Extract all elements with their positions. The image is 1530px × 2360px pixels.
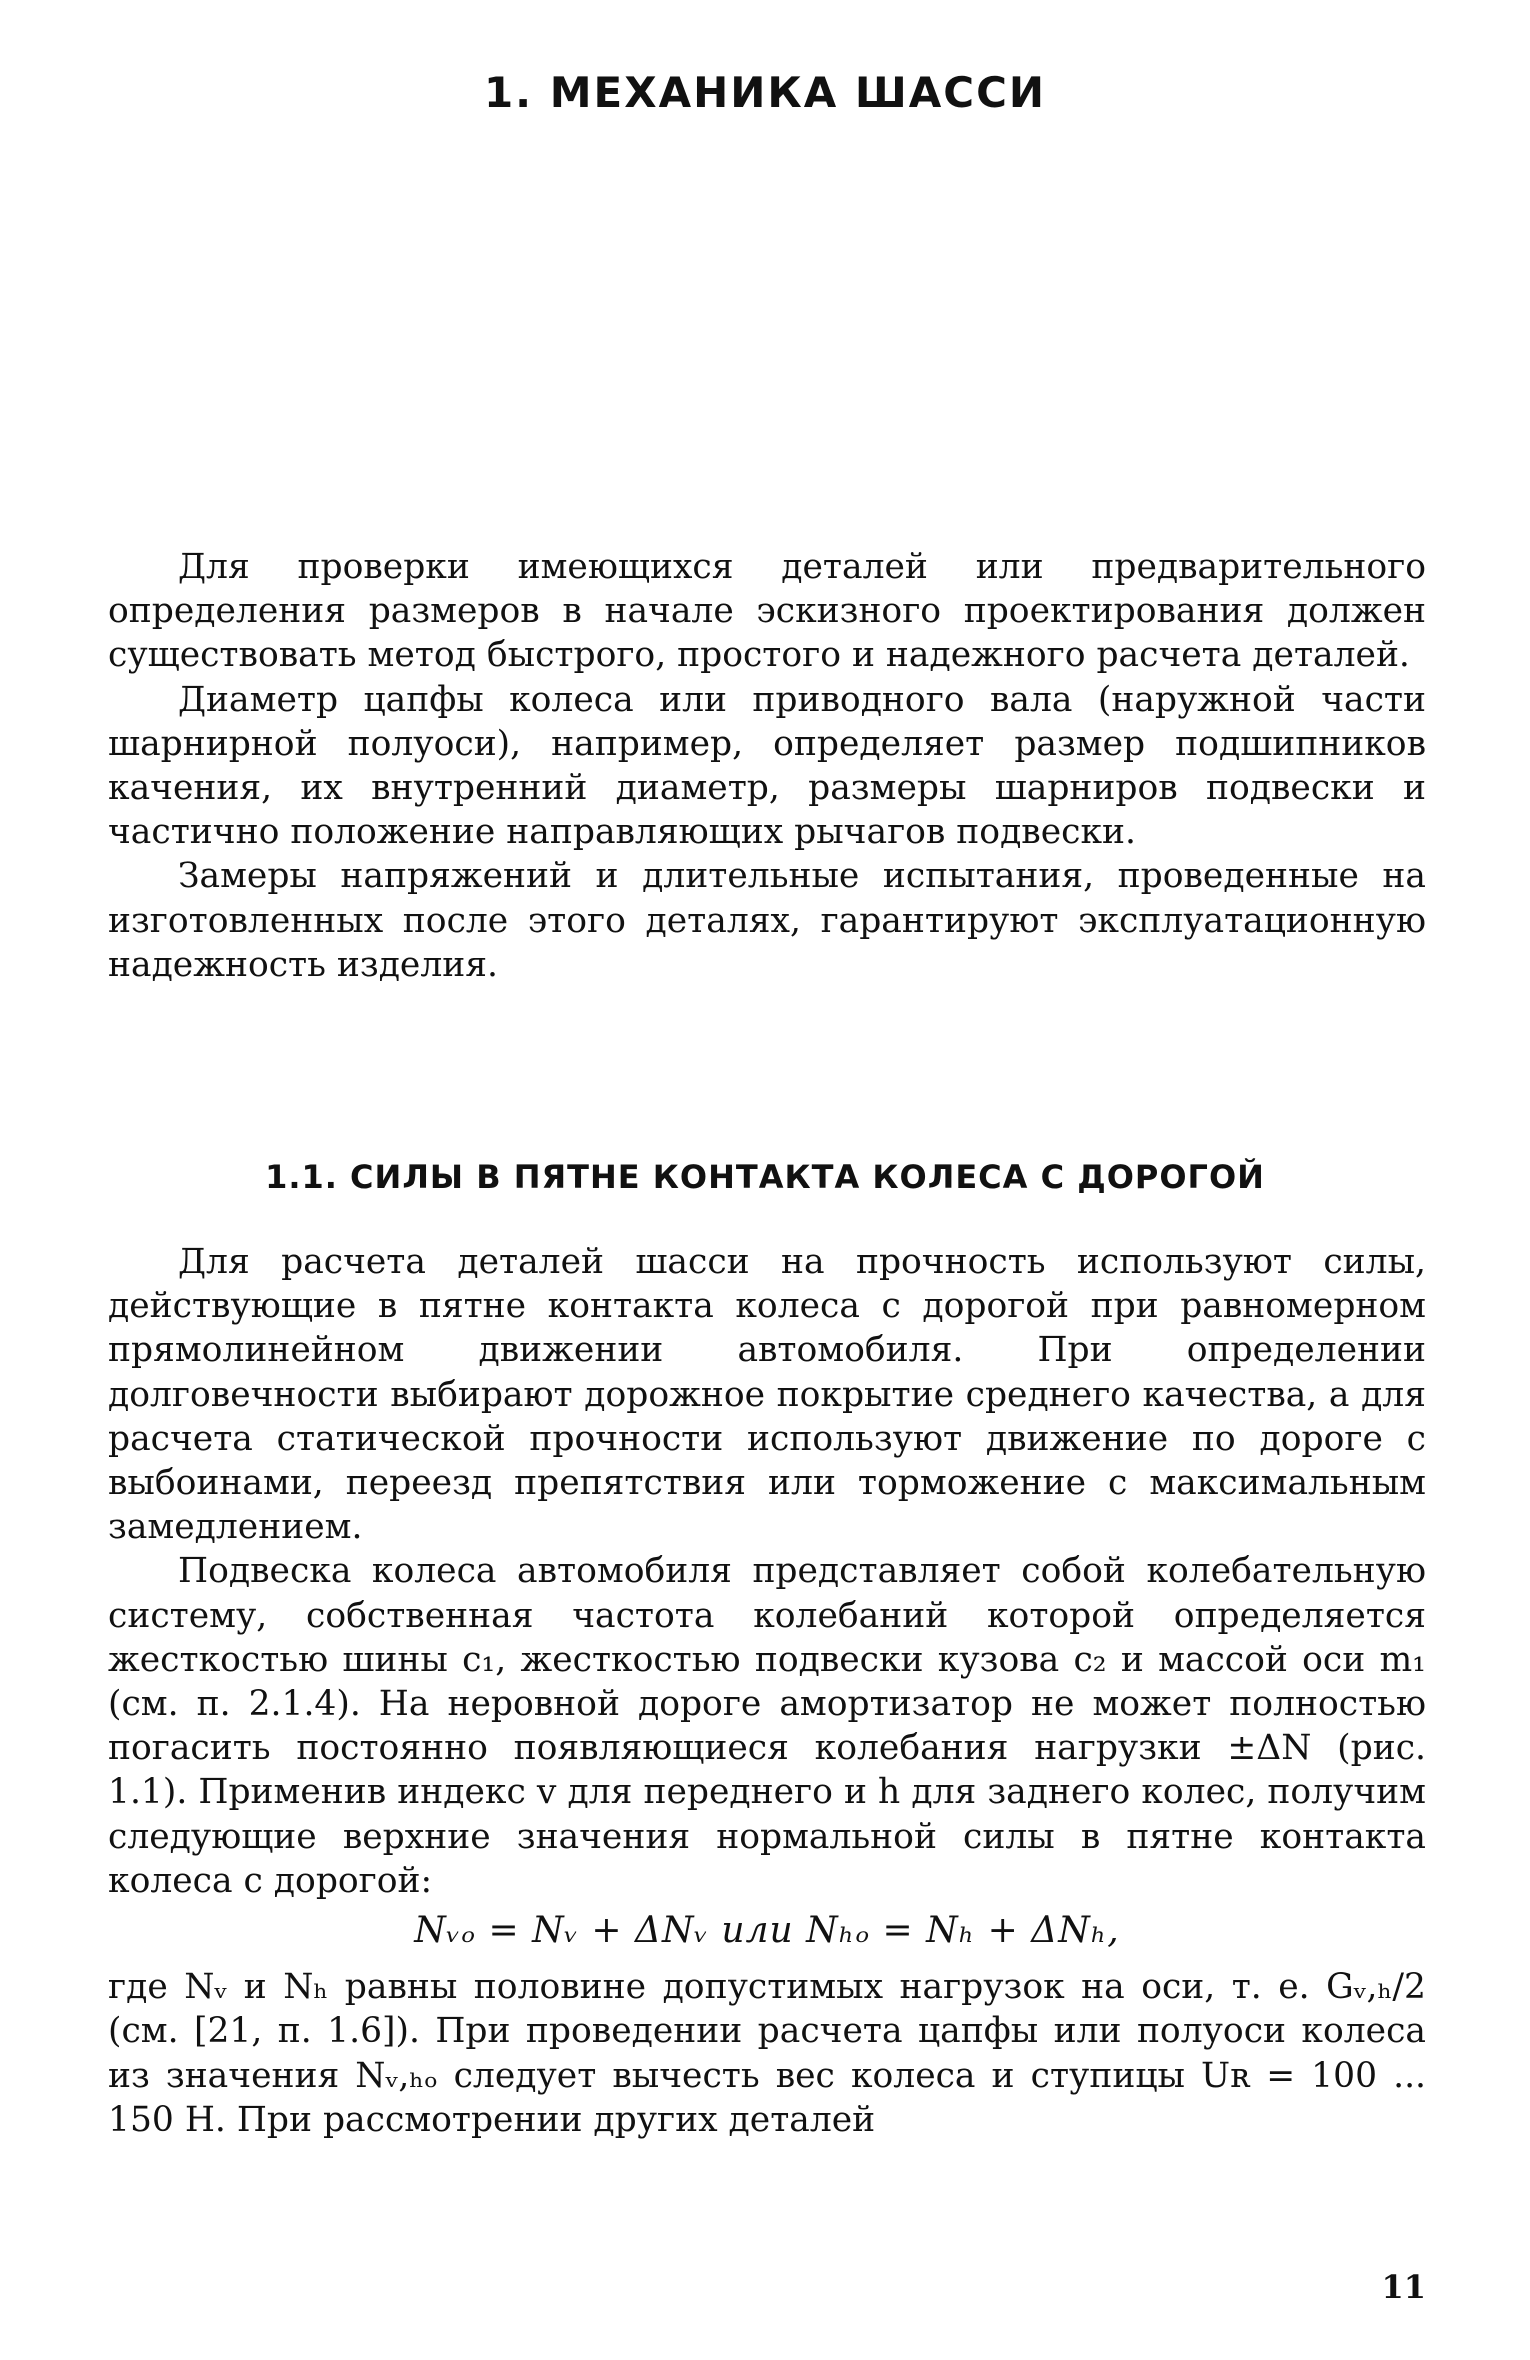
section-text	[108, 1240, 1426, 2142]
intro-text	[108, 545, 1426, 987]
formula: Nᵥₒ = Nᵥ + ΔNᵥ или Nₕₒ = Nₕ + ΔNₕ,	[414, 1910, 1120, 1952]
paragraph: Для расчета деталей шасси на прочность используют силы, действующие в пятне контакта колеса с дорогой при равномерном прямолинейном движении автомобиля. При определении долговечности выбирают дорожное покрытие среднего качества, а для расчета статической прочности используют движение по дороге с выбоинами, переезд препятствия или торможение с максимальным замедлением.	[108, 1242, 1426, 1548]
page-number: 11	[1381, 2268, 1426, 2306]
chapter-title: 1. МЕХАНИКА ШАССИ	[483, 68, 1047, 117]
paragraph: Для проверки имеющихся деталей или предварительного определения размеров в начале эскизного проектирования должен существовать метод быстрого, простого и надежного расчета деталей.	[108, 547, 1426, 676]
paragraph: Диаметр цапфы колеса или приводного вала (наружной части шарнирной полуоси), например, определяет размер подшипников качения, их внутренний диаметр, размеры шарниров подвески и частично положение направляющих рычагов подвески.	[108, 679, 1426, 853]
paragraph: Подвеска колеса автомобиля представляет собой колебательную систему, собственная частота колебаний которой определяется жесткостью шины c₁, жесткостью подвески кузова c₂ и массой оси m₁ (см. п. 2.1.4). На неровной дороге амортизатор не может полностью погасить постоянно появляющиеся колебания нагрузки ±ΔN (рис. 1.1). Применив индекс v для переднего и h для заднего колес, получим следующие верхние значения нормальной силы в пятне контакта колеса с дорогой:	[108, 1551, 1426, 1901]
paragraph: Замеры напряжений и длительные испытания, проведенные на изготовленных после этого деталях, гарантируют эксплуатационную надежность изделия.	[108, 856, 1426, 985]
section-title: 1.1. СИЛЫ В ПЯТНЕ КОНТАКТА КОЛЕСА С ДОРОГОЙ	[265, 1158, 1265, 1196]
paragraph-continuation: где Nᵥ и Nₕ равны половине допустимых нагрузок на оси, т. е. Gᵥ,ₕ/2 (см. [21, п. 1.6]). При проведении расчета цапфы или полуоси колеса из значения Nᵥ,ₕₒ следует вычесть вес колеса и ступицы Uʀ = 100 ... 150 Н. При рассмотрении других деталей	[108, 1967, 1426, 2140]
